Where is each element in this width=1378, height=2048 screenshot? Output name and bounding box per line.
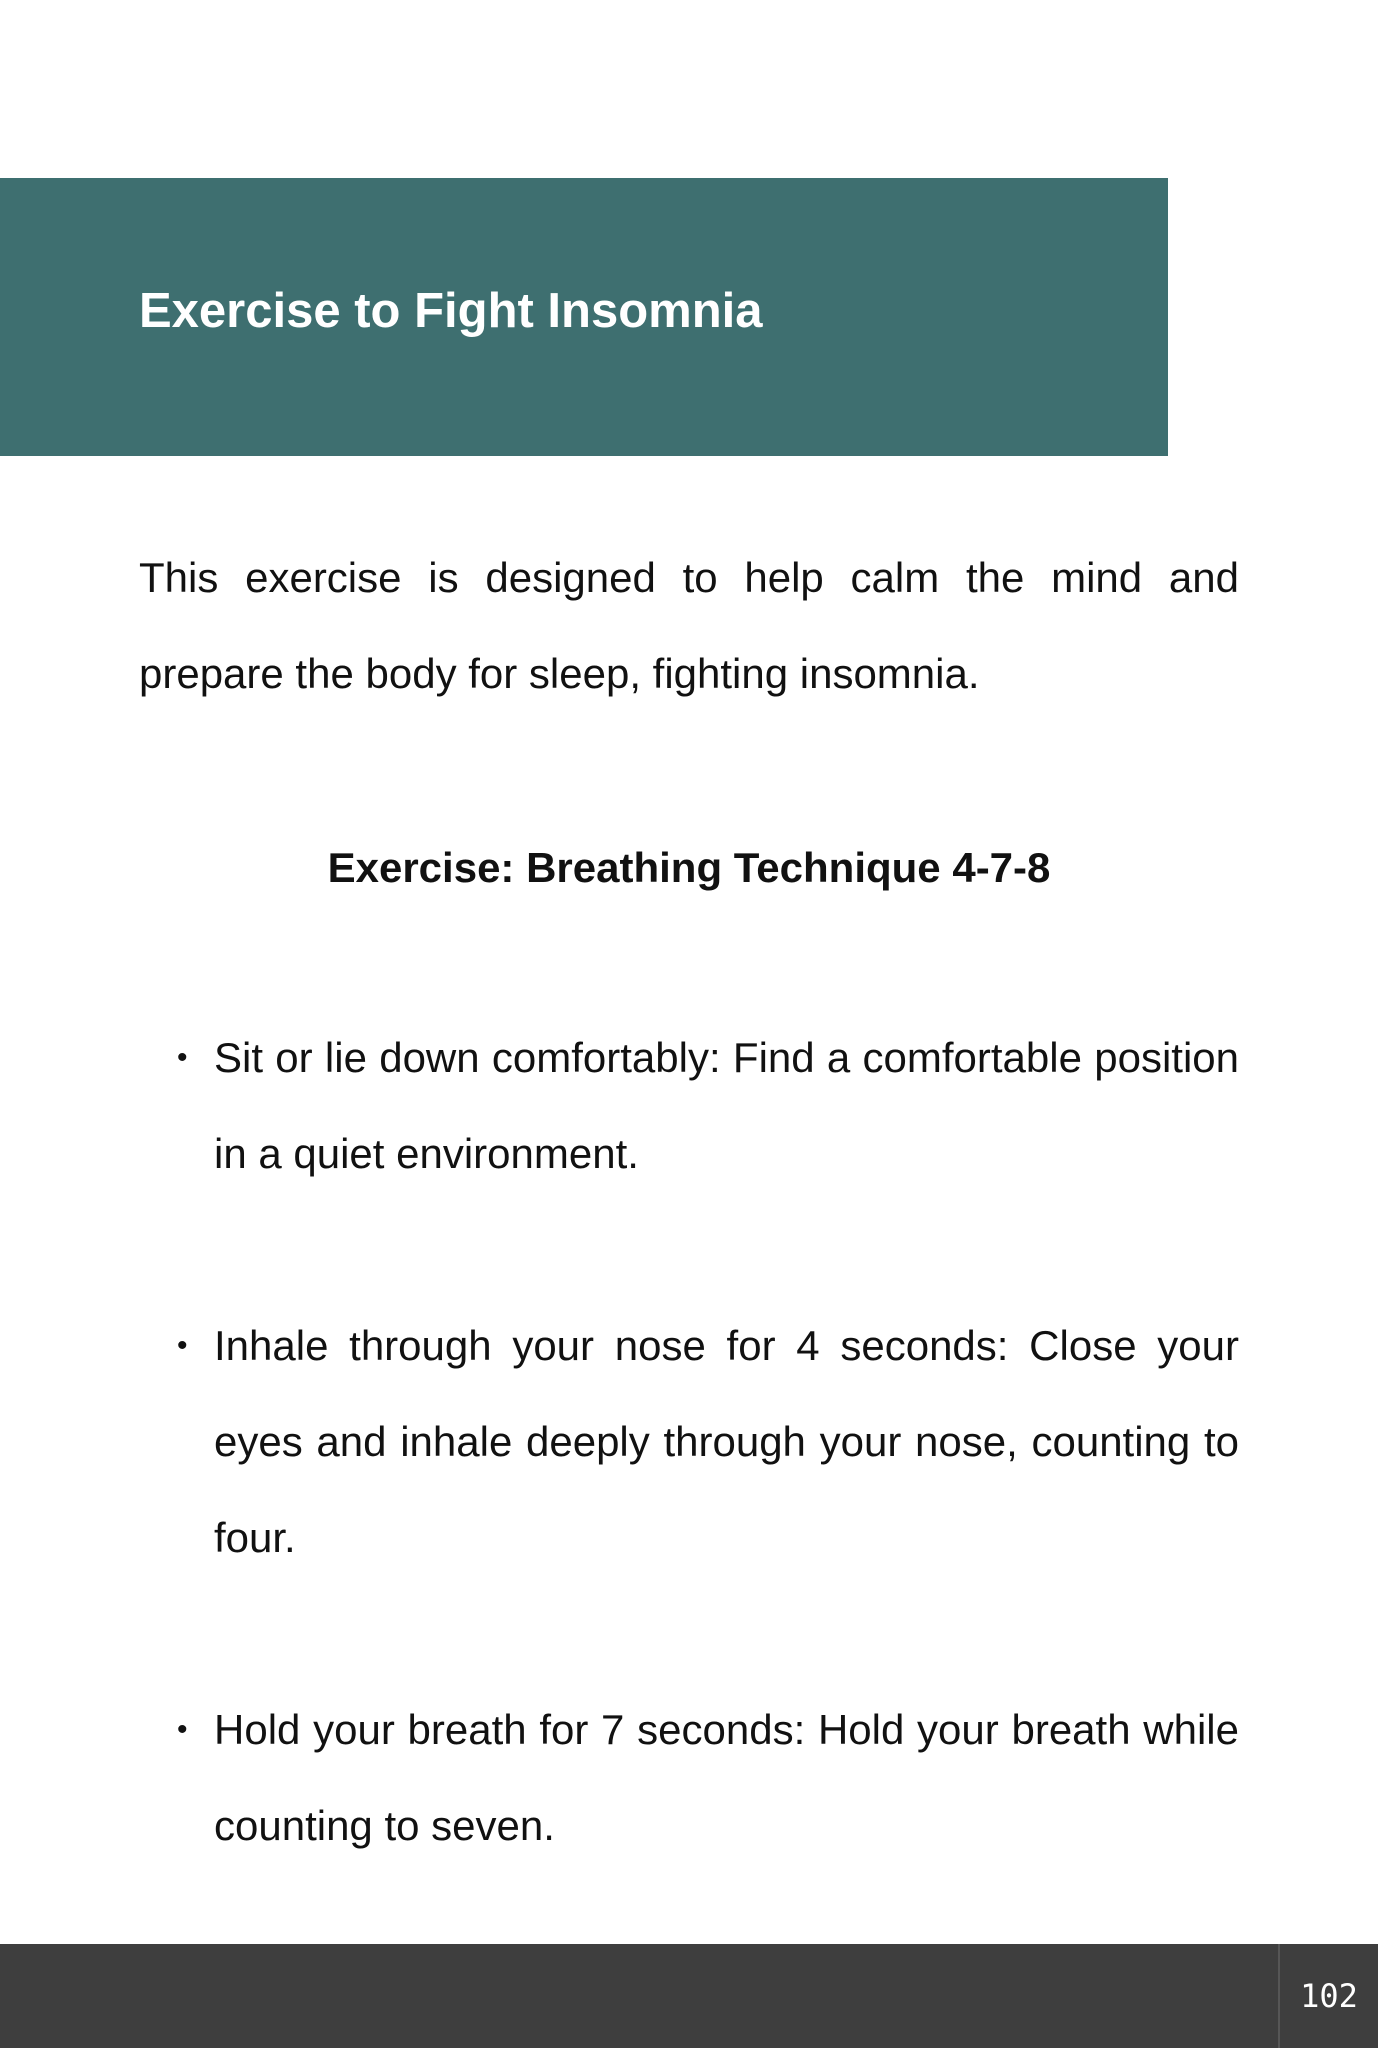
page-number: 102 (1300, 1977, 1358, 2015)
list-item (139, 1298, 1239, 1586)
list-item (139, 1682, 1239, 1874)
step-text: Inhale through your nose for 4 seconds: Close your eyes and inhale deeply through your nose, counting to four. (214, 1322, 1239, 1561)
bullet-icon: • (177, 1329, 188, 1362)
exercise-heading: Exercise: Breathing Technique 4-7-8 (327, 844, 1051, 891)
page-title: Exercise to Fight Insomnia (139, 284, 763, 338)
title-banner (0, 178, 1168, 456)
bullet-icon: • (177, 1713, 188, 1746)
page-number-box (1278, 1944, 1378, 2048)
step-text: Hold your breath for 7 seconds: Hold your breath while counting to seven. (214, 1706, 1239, 1849)
bullet-icon: • (177, 1041, 188, 1074)
page-footer (0, 1944, 1378, 2048)
list-item (139, 1010, 1239, 1202)
intro-paragraph: This exercise is designed to help calm the mind and prepare the body for sleep, fighting insomnia. (139, 554, 1239, 697)
step-text: Sit or lie down comfortably: Find a comfortable position in a quiet environment. (214, 1034, 1239, 1177)
exercise-steps-list (139, 1010, 1239, 1970)
